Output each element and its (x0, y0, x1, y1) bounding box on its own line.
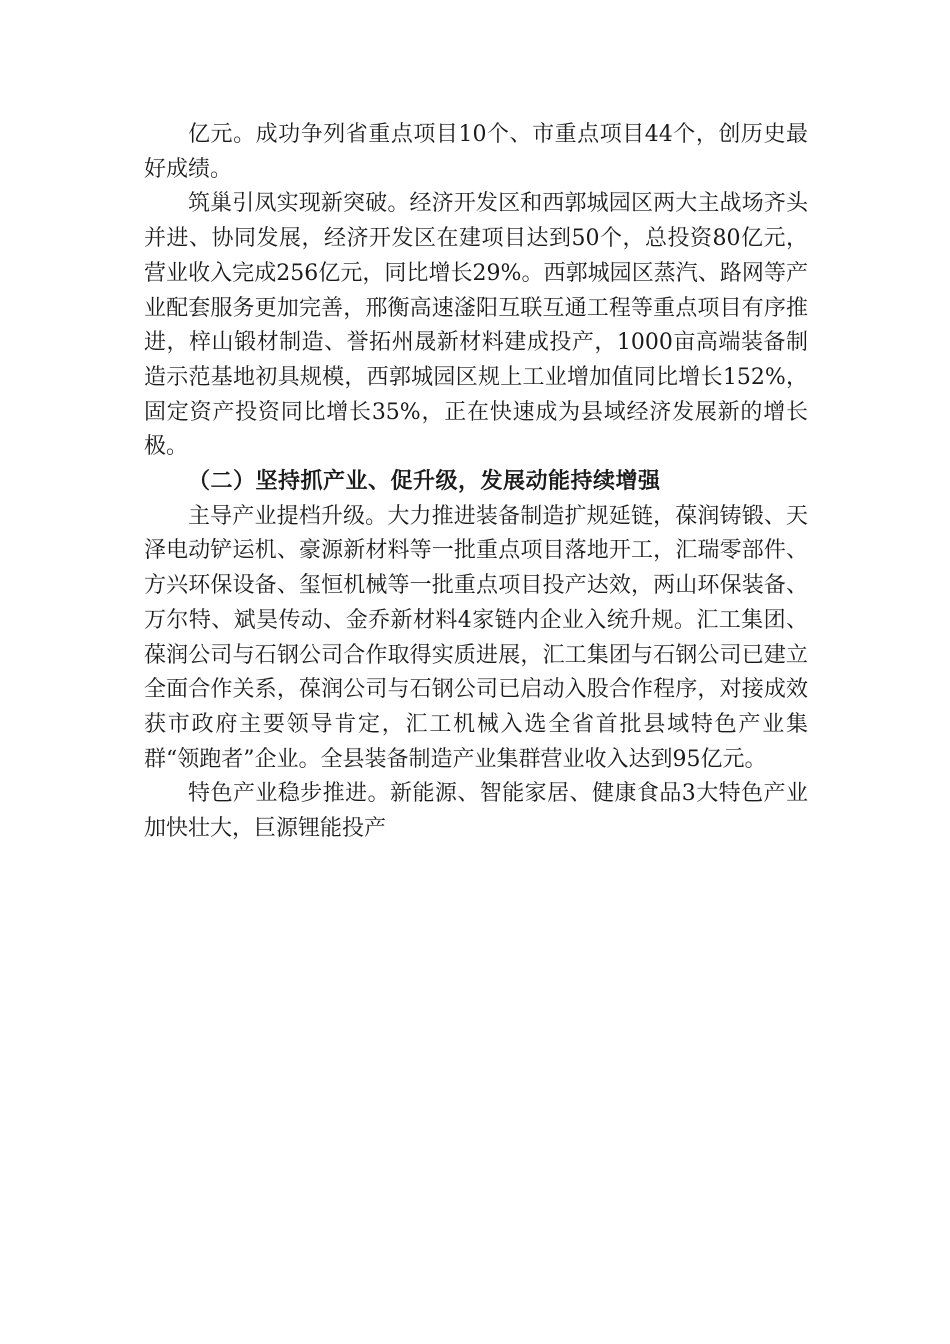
document-body (144, 118, 808, 847)
paragraph-nest-building: 筑巢引凤实现新突破。经济开发区和西郭城园区两大主战场齐头并进、协同发展，经济开发区在建项目达到50个，总投资80亿元，营业收入完成256亿元，同比增长29%。西郭城园区蒸汽、路网等产业配套服务更加完善，邢衡高速滏阳互联互通工程等重点项目有序推进，梓山锻材制造、誉拓州晟新材料建成投产，1000亩高端装备制造示范基地初具规模，西郭城园区规上工业增加值同比增长152%，固定资产投资同比增长35%，正在快速成为县域经济发展新的增长极。 (144, 191, 808, 460)
paragraph-continuation: 亿元。成功争列省重点项目10个、市重点项目44个，创历史最好成绩。 (144, 122, 808, 182)
paragraph-leading-industry: 主导产业提档升级。大力推进装备制造扩规延链，葆润铸锻、天泽电动铲运机、豪源新材料等一批重点项目落地开工，汇瑞零部件、方兴环保设备、玺恒机械等一批重点项目投产达效，两山环保装备、万尔特、斌昊传动、金乔新材料4家链内企业入统升规。汇工集团、葆润公司与石钢公司合作取得实质进展，汇工集团与石钢公司已建立全面合作关系，葆润公司与石钢公司已启动入股合作程序，对接成效获市政府主要领导肯定，汇工机械入选全省首批县域特色产业集群“领跑者”企业。全县装备制造产业集群营业收入达到95亿元。 (144, 503, 808, 772)
section-heading-2: （二）坚持抓产业、促升级，发展动能持续增强 (188, 469, 661, 495)
paragraph-featured-industry: 特色产业稳步推进。新能源、智能家居、健康食品3大特色产业加快壮大，巨源锂能投产 (144, 781, 808, 842)
